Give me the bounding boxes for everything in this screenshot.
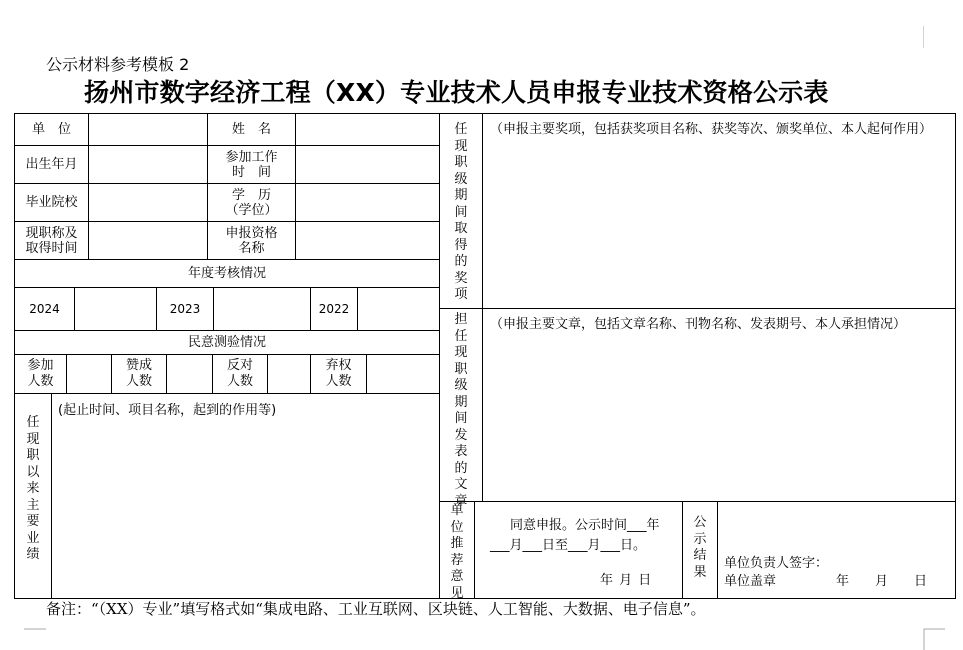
work-start-label: 参加工作 时 间 xyxy=(225,149,278,180)
recommend-line-2: ___月___日至___月___日。 xyxy=(490,538,647,553)
performance-hint: (起止时间、项目名称，起到的作用等) xyxy=(58,403,277,418)
apply-title-label: 申报资格 名称 xyxy=(225,225,278,256)
poll-approve-field[interactable] xyxy=(167,355,212,393)
current-title-label: 现职称及 取得时间 xyxy=(25,225,78,256)
performance-label: 任现职以来主要业绩 xyxy=(26,415,40,562)
recommend-line-1: 同意申报。公示时间___年 xyxy=(510,518,660,533)
assessment-header: 年度考核情况 xyxy=(187,265,266,281)
recommend-date: 年 月 日 xyxy=(600,573,652,588)
unit-value-field[interactable] xyxy=(89,114,207,145)
articles-field[interactable] xyxy=(483,336,955,501)
awards-label: 任现职级期间取得的奖项 xyxy=(454,122,468,302)
birth-label: 出生年月 xyxy=(25,156,78,172)
year-2024-value-field[interactable] xyxy=(75,288,156,330)
template-label: 公示材料参考模板 2 xyxy=(46,55,190,74)
awards-field[interactable] xyxy=(483,140,955,308)
year-2022-label: 2022 xyxy=(318,302,350,316)
poll-approve-label: 赞成 人数 xyxy=(125,358,152,389)
crop-mark-bottom-right xyxy=(923,628,945,650)
current-title-value-field[interactable] xyxy=(89,222,207,259)
poll-oppose-field[interactable] xyxy=(268,355,310,393)
articles-hint: （申报主要文章，包括文章名称、刊物名称、发表期号、本人承担情况） xyxy=(490,317,907,332)
seal-date: 年 月 日 xyxy=(836,574,928,589)
publicity-label: 公示结果 xyxy=(693,515,707,580)
seal-label: 单位盖章 xyxy=(724,574,777,589)
poll-participants-label: 参加 人数 xyxy=(27,358,54,389)
apply-title-value-field[interactable] xyxy=(296,222,439,259)
poll-oppose-label: 反对 人数 xyxy=(226,358,253,389)
year-2023-value-field[interactable] xyxy=(214,288,310,330)
signature-label: 单位负责人签字： xyxy=(724,556,829,571)
crop-mark-bottom-left xyxy=(24,628,46,650)
poll-abstain-label: 弃权 人数 xyxy=(325,358,352,389)
year-2023-label: 2023 xyxy=(169,302,201,316)
articles-label: 担任现职级期间发表的文章 xyxy=(454,312,468,509)
year-2022-value-field[interactable] xyxy=(358,288,439,330)
footer-note: 备注：“（XX）专业”填写格式如“集成电路、工业互联网、区块链、人工智能、大数据、电子信息”。 xyxy=(46,600,706,618)
performance-field[interactable] xyxy=(52,420,439,598)
work-start-value-field[interactable] xyxy=(296,146,439,183)
unit-label: 单 位 xyxy=(31,121,71,137)
recommend-label: 单位推荐意见 xyxy=(450,503,464,601)
poll-participants-field[interactable] xyxy=(67,355,111,393)
school-label: 毕业院校 xyxy=(25,194,78,210)
crop-mark-top-right xyxy=(923,26,945,48)
poll-header: 民意测验情况 xyxy=(187,334,266,350)
birth-value-field[interactable] xyxy=(89,146,207,183)
education-label: 学 历 （学位） xyxy=(225,187,278,218)
education-value-field[interactable] xyxy=(296,184,439,221)
page-title: 扬州市数字经济工程（XX）专业技术人员申报专业技术资格公示表 xyxy=(84,78,829,107)
name-label: 姓 名 xyxy=(231,121,271,137)
awards-hint: （申报主要奖项，包括获奖项目名称、获奖等次、颁奖单位、本人起何作用） xyxy=(490,122,933,137)
year-2024-label: 2024 xyxy=(29,302,60,316)
name-value-field[interactable] xyxy=(296,114,439,145)
poll-abstain-field[interactable] xyxy=(367,355,439,393)
school-value-field[interactable] xyxy=(89,184,207,221)
crop-mark-top-left xyxy=(24,26,46,48)
